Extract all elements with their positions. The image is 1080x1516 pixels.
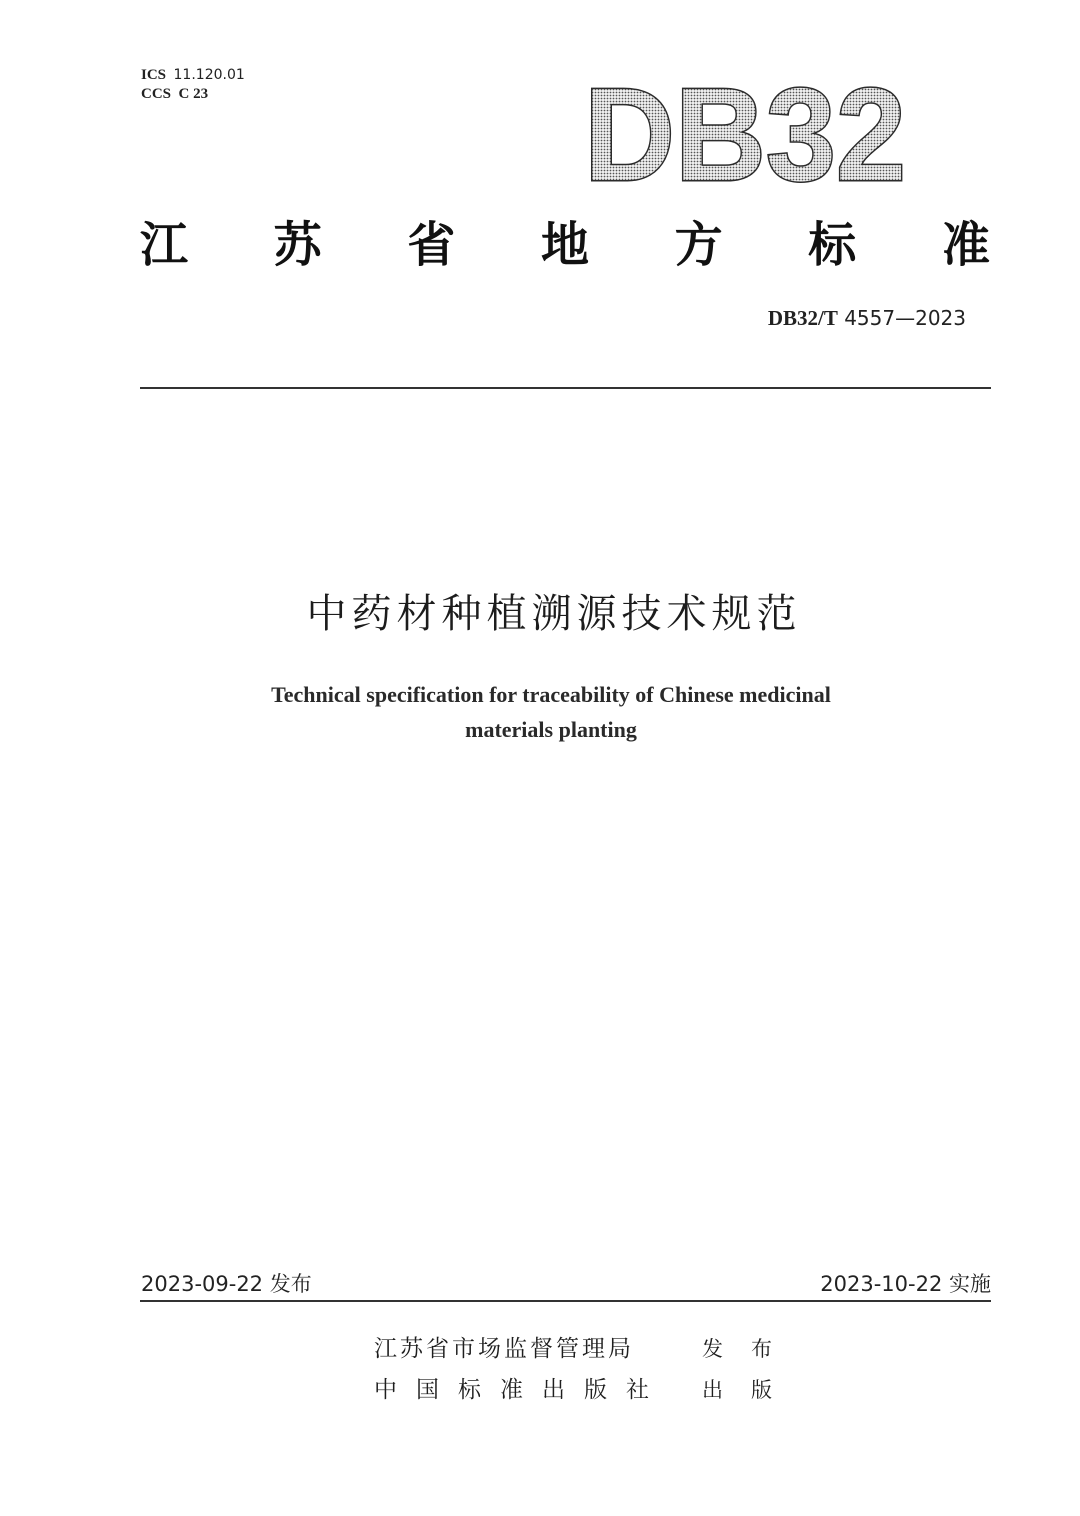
english-title-line-1: Technical specification for traceability of Chinese medicinal xyxy=(271,682,831,707)
standard-number-prefix: DB32/T xyxy=(767,306,838,330)
standard-number xyxy=(768,306,966,331)
heading-char: 地 xyxy=(540,217,589,273)
heading-char: 省 xyxy=(407,217,456,273)
publisher: 中国标准出版社 xyxy=(374,1377,668,1403)
heading-char: 方 xyxy=(674,217,723,273)
issuing-authority: 江苏省市场监督管理局 xyxy=(374,1336,634,1362)
ccs-value: C 23 xyxy=(178,86,209,102)
heading-char: 江 xyxy=(140,217,189,273)
ics-row xyxy=(141,66,245,85)
top-divider xyxy=(140,387,991,389)
heading-char: 标 xyxy=(808,217,857,273)
chinese-title: 中药材种植溯源技术规范 xyxy=(306,591,802,637)
db32-logo xyxy=(582,64,912,194)
standard-heading xyxy=(140,212,990,278)
heading-char: 苏 xyxy=(273,217,322,273)
heading-char: 准 xyxy=(941,217,990,273)
issue-date: 2023-09-22 发布 xyxy=(141,1272,312,1296)
implementation-date: 2023-10-22 实施 xyxy=(820,1272,991,1296)
ccs-label: CCS xyxy=(141,86,172,102)
bottom-divider xyxy=(140,1300,991,1302)
db32-logo-text: DB32 xyxy=(584,64,906,194)
issuing-action: 发布 xyxy=(702,1337,800,1361)
english-title-line-2: materials planting xyxy=(465,717,637,742)
classification-codes xyxy=(141,66,245,104)
standard-number-suffix: 4557—2023 xyxy=(844,306,966,330)
ics-value: 11.120.01 xyxy=(173,67,245,83)
ccs-row xyxy=(141,85,245,104)
ics-label: ICS xyxy=(141,67,167,83)
publishing-action: 出版 xyxy=(702,1378,800,1402)
